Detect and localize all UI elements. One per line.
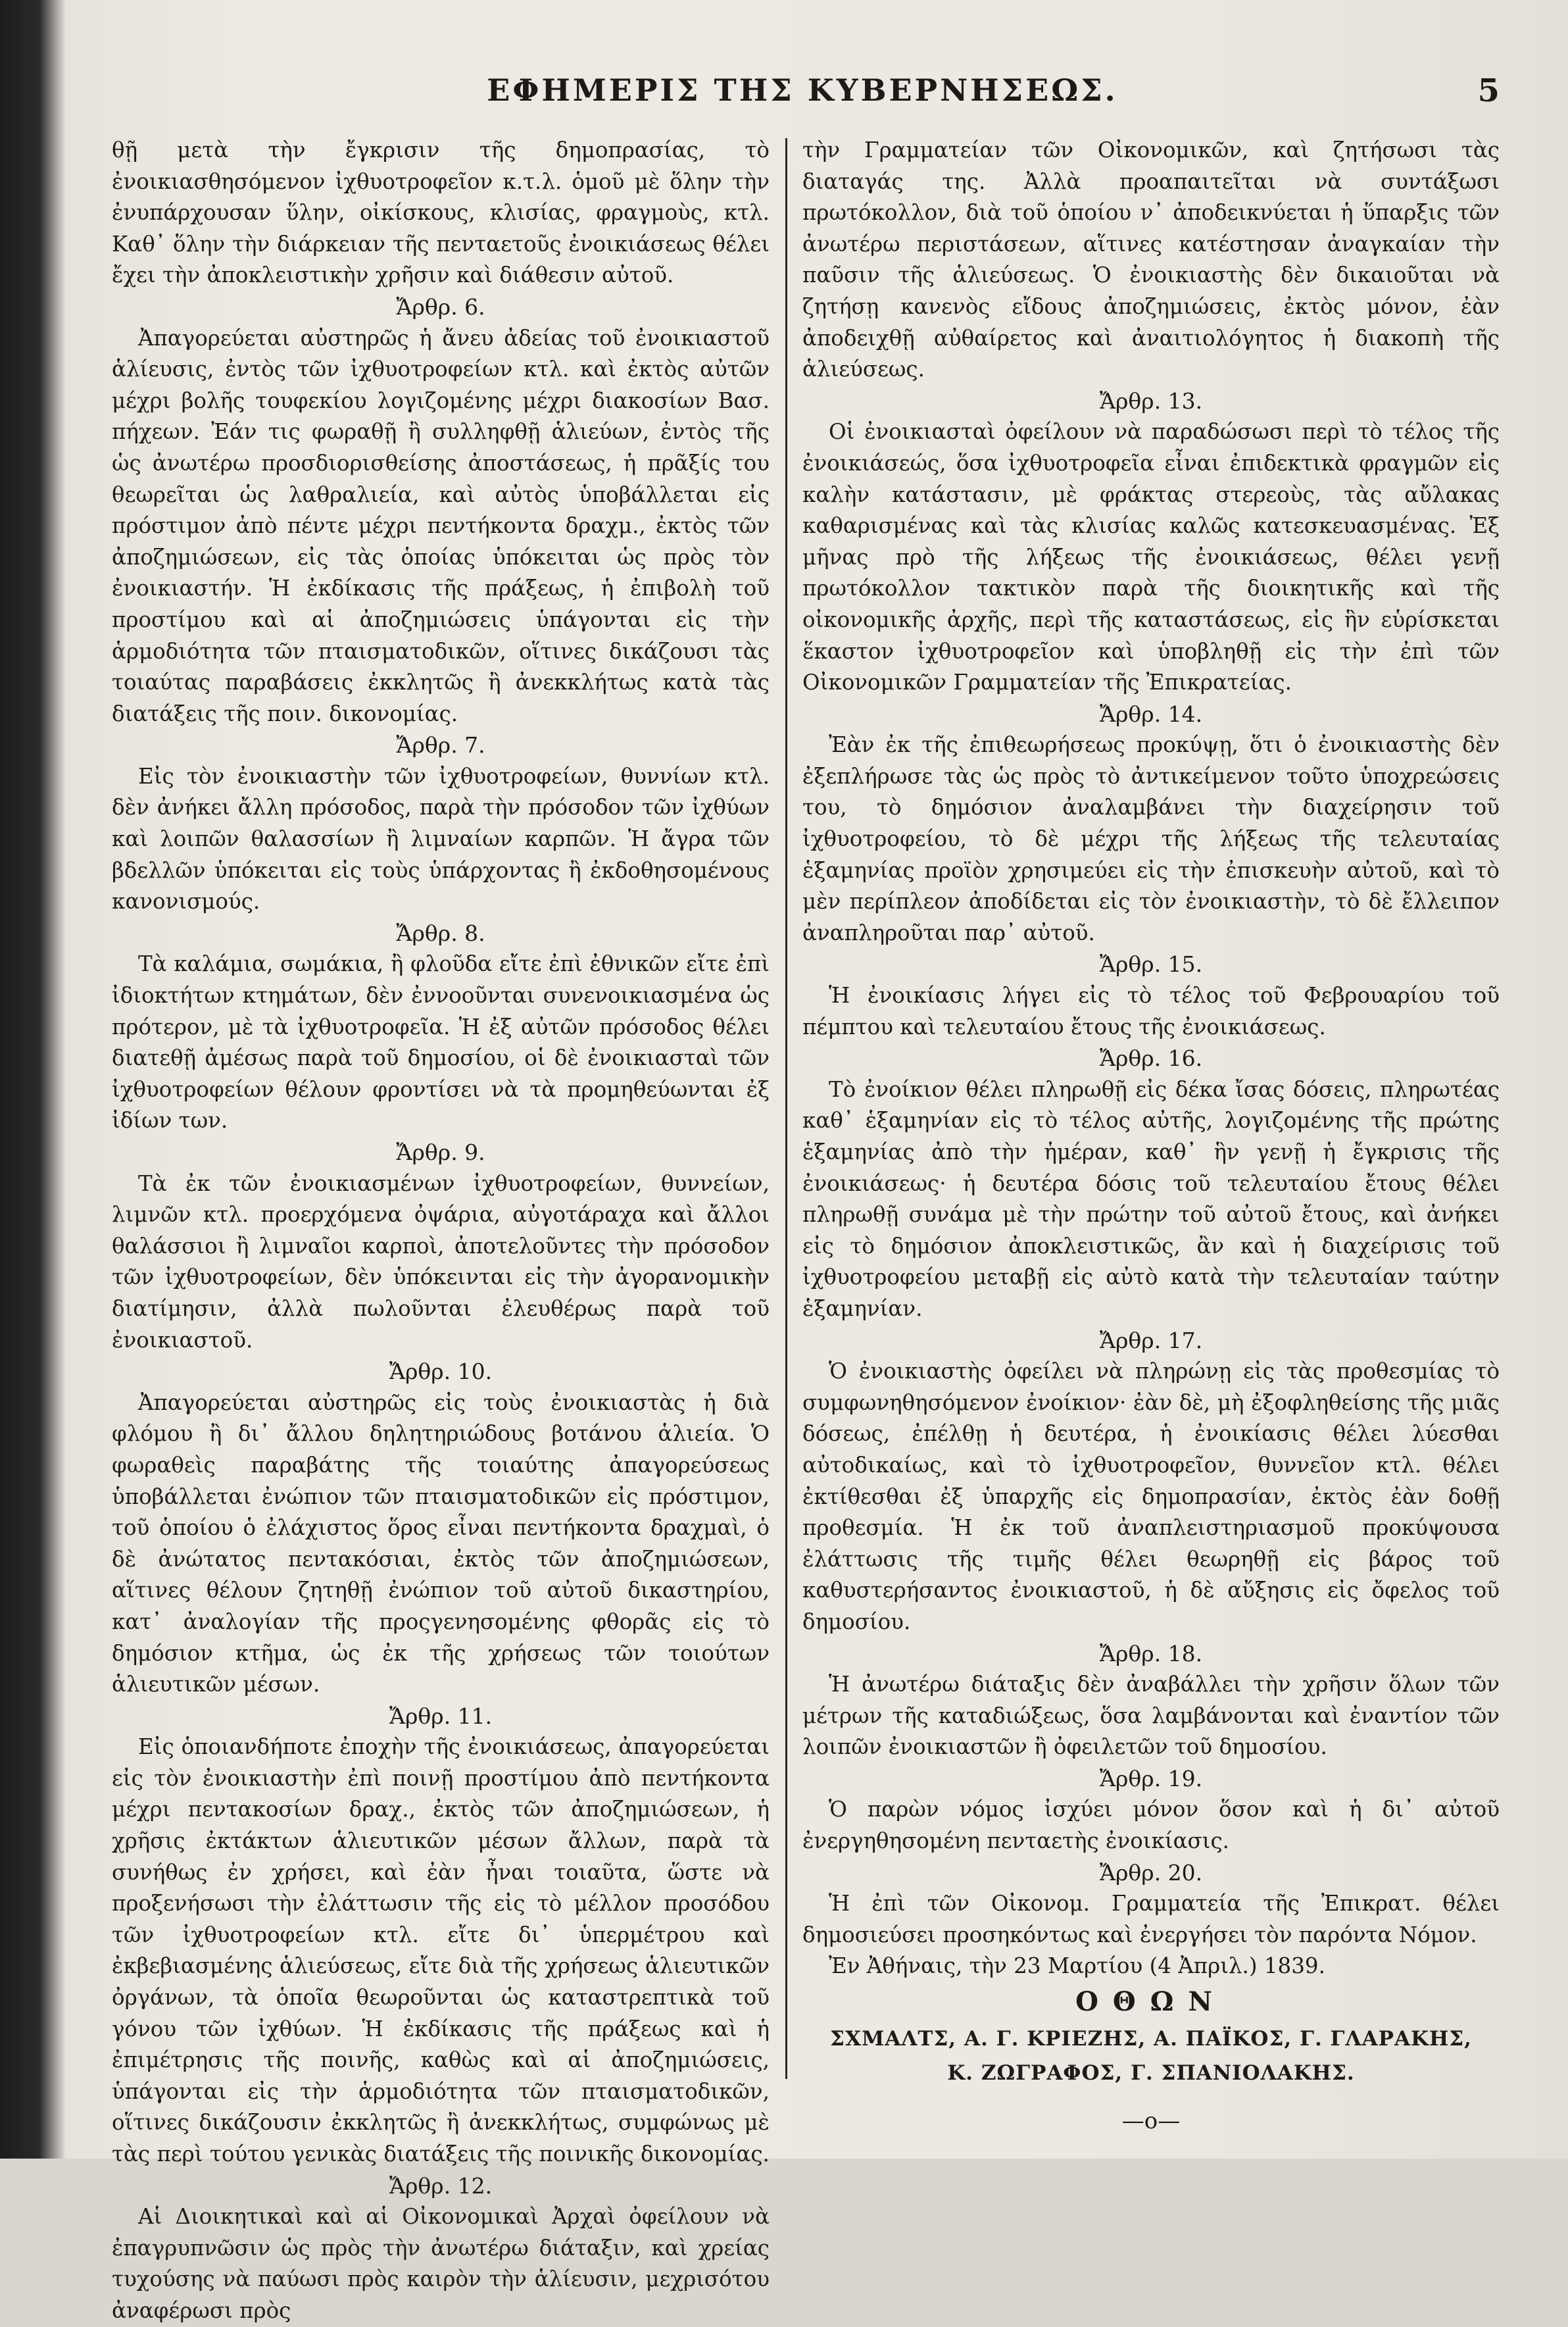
article-heading: Ἄρθρ. 12. (389, 2172, 493, 2199)
ministers-line-1: ΣΧΜΑΛΤΣ, Α. Γ. ΚΡΙΕΖΗΣ, Α. ΠΑΪΚΟΣ, Γ. ΓΛΑΡΑΚΗΣ, (830, 2027, 1472, 2051)
ministers-line-2: Κ. ΖΩΓΡΑΦΟΣ, Γ. ΣΠΑΝΙΟΛΑΚΗΣ. (947, 2061, 1355, 2086)
article-heading: Ἄρθρ. 17. (1099, 1327, 1203, 1353)
paragraph: Ἡ ἀνωτέρω διάταξις δὲν ἀναβάλλει τὴν χρῆσιν ὅλων τῶν μέτρων τῆς καταδιώξεως, ὅσα λαμβάνονται καὶ ἐναντίον τῶν λοιπῶν ἐνοικιαστῶν ἢ ὀφειλετῶν τοῦ δημοσίου. (802, 1672, 1500, 1760)
king-signature: ΟΘΩΝ (1075, 1986, 1227, 2018)
paragraph: Ἀπαγορεύεται αὐστηρῶς ἡ ἄνευ ἀδείας τοῦ ἐνοικιαστοῦ ἁλίευσις, ἐντὸς τῶν ἰχθυοτροφείων κτλ. καὶ ἐκτὸς αὐτῶν μέχρι βολῆς τουφεκίου λογιζομένης μέχρι διακοσίων Βασ. πήχεων. Ἐάν τις φωραθῇ ἢ συλληφθῇ ἁλιεύων, ἐντὸς τῆς ὡς ἀνωτέρω προσδιορισθείσης ἀποστάσεως, ἡ πρᾶξίς του θεωρεῖται ὡς λαθραλιεία, καὶ αὐτὸς ὑποβάλλεται εἰς πρόστιμον ἀπὸ πέντε μέχρι πεντήκοντα δραχμ., ἐκτὸς τῶν ἀποζημιώσεων, εἰς τὰς ὁποίας ὑπόκειται ὡς πρὸς τὸν ἐνοικιαστήν. Ἡ ἐκδίκασις τῆς πράξεως, ἡ ἐπιβολὴ τοῦ προστίμου καὶ αἱ ἀποζημιώσεις ὑπάγονται εἰς τὴν ἁρμοδιότητα τῶν πταισματοδικῶν, οἵτινες δικάζουσι τὰς τοιαύτας παραβάσεις ἐκκλητῶς ἢ ἀνεκκλήτως κατὰ τὰς διατάξεις τῆς ποιν. δικονομίας. (112, 325, 770, 726)
article-heading: Ἄρθρ. 15. (1099, 951, 1203, 978)
paragraph: Εἰς ὁποιανδήποτε ἐποχὴν τῆς ἐνοικιάσεως, ἀπαγορεύεται εἰς τὸν ἐνοικιαστὴν ἐπὶ ποινῇ προστίμου ἀπὸ πεντήκοντα μέχρι πεντακοσίων δραχ., ἐκτὸς τῶν ἀποζημιώσεων, ἡ χρῆσις ἐκτάκτων ἁλιευτικῶν μέσων ἄλλων, παρὰ τὰ συνήθως ἐν χρήσει, καὶ ἐὰν ἦναι τοιαῦτα, ὥστε νὰ προξενήσωσι τὴν ἐλάττωσιν τῆς εἰς τὸ μέλλον προσόδου τῶν ἰχθυοτροφείων κτλ. εἴτε δι᾽ ὑπερμέτρου καὶ ἐκβεβιασμένης ἁλιεύσεως, εἴτε διὰ τῆς χρήσεως ἁλιευτικῶν ὀργάνων, τὰ ὁποῖα θεωροῦνται ὡς καταστρεπτικὰ τοῦ γόνου τῶν ἰχθύων. Ἡ ἐκδίκασις τῆς πράξεως καὶ ἡ ἐπιμέτρησις τῆς ποινῆς, καθὼς καὶ αἱ ἀποζημιώσεις, ὑπάγονται εἰς τὴν ἁρμοδιότητα τῶν πταισματοδικῶν, οἵτινες δικάζουσιν ἐκκλητῶς ἢ ἀνεκκλήτως, συμφώνως μὲ τὰς περὶ τούτου γενικὰς διατάξεις τῆς ποινικῆς δικονομίας. (112, 1734, 770, 2166)
article-heading: Ἄρθρ. 20. (1099, 1859, 1203, 1886)
page-header (105, 66, 1500, 118)
article-heading: Ἄρθρ. 18. (1099, 1640, 1203, 1666)
paragraph: τὴν Γραμματείαν τῶν Οἰκονομικῶν, καὶ ζητήσωσι τὰς διαταγάς της. Ἀλλὰ προαπαιτεῖται νὰ συντάξωσι πρωτόκολλον, διὰ τοῦ ὁποίου ν᾽ ἀποδεικνύεται ἡ ὕπαρξις τῶν ἀνωτέρω περιστάσεων, αἵτινες κατέστησαν ἀναγκαίαν τὴν παῦσιν τῆς ἁλιεύσεως. Ὁ ἐνοικιαστὴς δὲν δικαιοῦται νὰ ζητήσῃ κανενὸς εἴδους ἀποζημιώσεις, ἐκτὸς μόνον, ἐὰν ἀποδειχθῇ αὐθαίρετος καὶ ἀναιτιολόγητος ἡ διακοπὴ τῆς ἁλιεύσεως. (802, 138, 1500, 382)
paragraph: Οἱ ἐνοικιασταὶ ὀφείλουν νὰ παραδώσωσι περὶ τὸ τέλος τῆς ἐνοικιάσεώς, ὅσα ἰχθυοτροφεῖα εἶναι ἐπιδεκτικὰ φραγμῶν εἰς καλὴν κατάστασιν, μὲ φράκτας στερεοὺς, τὰς αὔλακας καθαρισμένας καὶ τὰς κλισίας καλῶς κατεσκευασμένας. Ἐξ μῆνας πρὸ τῆς λήξεως τῆς ἐνοικιάσεως, θέλει γενῇ πρωτόκολλον τακτικὸν παρὰ τῆς διοικητικῆς καὶ τῆς οἰκονομικῆς ἀρχῆς, περὶ τῆς καταστάσεως, εἰς ἣν εὑρίσκεται ἕκαστον ἰχθυοτροφεῖον καὶ ὑποβληθῇ εἰς τὴν ἐπὶ τῶν Οἰκονομικῶν Γραμματείαν τῆς Ἐπικρατείας. (802, 419, 1500, 695)
article-heading: Ἄρθρ. 6. (396, 293, 485, 320)
date-line: Ἐν Ἀθήναις, τὴν 23 Μαρτίου (4 Ἀπριλ.) 1839. (829, 1953, 1325, 1979)
paragraph: Ὁ ἐνοικιαστὴς ὀφείλει νὰ πληρώνῃ εἰς τὰς προθεσμίας τὸ συμφωνηθησόμενον ἐνοίκιον· ἐὰν δὲ, μὴ ἐξοφληθείσης τῆς μιᾶς δόσεως, ἐπέλθῃ ἡ δευτέρα, ἡ ἐνοικίασις θέλει λύεσθαι αὐτοδικαίως, καὶ τὸ ἰχθυοτροφεῖον, θυννεῖον κτλ. θέλει ἐκτίθεσθαι ἐξ ὑπαρχῆς εἰς δημοπρασίαν, ἐκτὸς ἐὰν δοθῇ προθεσμία. Ἡ ἐκ τοῦ ἀναπλειστηριασμοῦ προκύψουσα ἐλάττωσις τῆς τιμῆς θέλει θεωρηθῇ εἰς βάρος τοῦ καθυστερήσαντος ἐνοικιαστοῦ, ἡ δὲ αὔξησις εἰς ὄφελος τοῦ δημοσίου. (802, 1359, 1500, 1634)
article-heading: Ἄρθρ. 19. (1099, 1765, 1203, 1791)
article-heading: Ἄρθρ. 10. (389, 1359, 493, 1385)
article-heading: Ἄρθρ. 9. (396, 1139, 485, 1165)
article-heading: Ἄρθρ. 11. (389, 1703, 493, 1729)
gazette-title: ΕΦΗΜΕΡΙΣ ΤΗΣ ΚΥΒΕΡΝΗΣΕΩΣ. (487, 72, 1118, 108)
paragraph: Ἡ ἐνοικίασις λήγει εἰς τὸ τέλος τοῦ Φεβρουαρίου τοῦ πέμπτου καὶ τελευταίου ἔτους τῆς ἐνοικιάσεως. (802, 983, 1500, 1039)
paragraph: Ἡ ἐπὶ τῶν Οἰκονομ. Γραμματεία τῆς Ἐπικρατ. θέλει δημοσιεύσει προσηκόντως καὶ ἐνεργήσει τὸν παρόντα Νόμον. (802, 1891, 1500, 1947)
paragraph: Ὁ παρὼν νόμος ἰσχύει μόνον ὅσον καὶ ἡ δι᾽ αὐτοῦ ἐνεργηθησομένη πενταετὴς ἐνοικίασις. (802, 1797, 1500, 1854)
article-heading: Ἄρθρ. 16. (1099, 1045, 1203, 1072)
article-heading: Ἄρθρ. 8. (396, 920, 485, 946)
article-heading: Ἄρθρ. 14. (1099, 701, 1203, 727)
paragraph: θῇ μετὰ τὴν ἔγκρισιν τῆς δημοπρασίας, τὸ ἐνοικιασθησόμενον ἰχθυοτροφεῖον κ.τ.λ. ὁμοῦ μὲ ὅλην τὴν ἐνυπάρχουσαν ὕλην, οἰκίσκους, κλισίας, φραγμοὺς, κτλ. Καθ᾽ ὅλην τὴν διάρκειαν τῆς πενταετοῦς ἐνοικιάσεως θέλει ἔχει τὴν ἀποκλειστικὴν χρῆσιν καὶ διάθεσιν αὐτοῦ. (112, 138, 770, 288)
left-column (112, 135, 770, 2323)
end-ornament: —o— (1121, 2108, 1181, 2135)
page-number: 5 (1477, 72, 1500, 109)
paragraph: Τὰ καλάμια, σωμάκια, ἢ φλοῦδα εἴτε ἐπὶ ἐθνικῶν εἴτε ἐπὶ ἰδιοκτήτων κτημάτων, δὲν ἐννοοῦνται συνενοικιασμένα ὡς πρότερον, μὲ τὰ ἰχθυοτροφεῖα. Ἡ ἐξ αὐτῶν πρόσοδος θέλει διατεθῇ ἀμέσως παρὰ τοῦ δημοσίου, οἱ δὲ ἐνοικιασταὶ τῶν ἰχθυοτροφείων θέλουν φροντίσει νὰ τὰ προμηθεύωνται ἐξ ἰδίων των. (112, 951, 770, 1134)
right-column (802, 135, 1500, 2135)
paragraph: Εἰς τὸν ἐνοικιαστὴν τῶν ἰχθυοτροφείων, θυννίων κτλ. δὲν ἀνήκει ἄλλη πρόσοδος, παρὰ τὴν πρόσοδον τῶν ἰχθύων καὶ λοιπῶν θαλασσίων ἢ λιμναίων καρπῶν. Ἡ ἄγρα τῶν βδελλῶν ὑπόκειται εἰς τοὺς ὑπάρχοντας ἢ ἐκδοθησομένους κανονισμούς. (112, 763, 770, 914)
paragraph: Ἀπαγορεύεται αὐστηρῶς εἰς τοὺς ἐνοικιαστὰς ἡ διὰ φλόμου ἢ δι᾽ ἄλλου δηλητηριώδους βοτάνου ἁλιεία. Ὁ φωραθεὶς παραβάτης τῆς τοιαύτης ἀπαγορεύσεως ὑποβάλλεται ἐνώπιον τῶν πταισματοδικῶν εἰς πρόστιμον, τοῦ ὁποίου ὁ ἐλάχιστος ὅρος εἶναι πεντήκοντα δραχμαὶ, ὁ δὲ ἀνώτατος πεντακόσιαι, ἐκτὸς τῶν ἀποζημιώσεων, αἵτινες θέλουν ζητηθῇ ἐνώπιον τοῦ αὐτοῦ δικαστηρίου, κατ᾽ ἀναλογίαν τῆς προςγενησομένης φθορᾶς εἰς τὸ δημόσιον κτῆμα, ὡς ἐκ τῆς χρήσεως τῶν τοιούτων ἁλιευτικῶν μέσων. (112, 1389, 770, 1697)
column-divider (785, 138, 787, 2079)
paragraph: Τὸ ἐνοίκιον θέλει πληρωθῇ εἰς δέκα ἴσας δόσεις, πληρωτέας καθ᾽ ἑξαμηνίαν εἰς τὸ τέλος αὐτῆς, λογιζομένης τῆς πρώτης ἑξαμηνίας ἀπὸ τὴν ἡμέραν, καθ᾽ ἣν γενῇ ἡ ἔγκρισις τῆς ἐνοικιάσεως· ἡ δευτέρα δόσις τοῦ τελευταίου ἔτους θέλει πληρωθῇ συνάμα μὲ τὴν πρώτην τοῦ αὐτοῦ ἔτους, καὶ ἀνήκει εἰς τὸ δημόσιον ἀποκλειστικῶς, ἂν καὶ ἡ διαχείρισις τοῦ ἰχθυοτροφείου μεταβῇ εἰς αὐτὸ κατὰ τὴν τελευταίαν ταύτην ἑξαμηνίαν. (802, 1076, 1500, 1321)
paragraph: Ἐὰν ἐκ τῆς ἐπιθεωρήσεως προκύψῃ, ὅτι ὁ ἐνοικιαστὴς δὲν ἐξεπλήρωσε τὰς ὡς πρὸς τὸ ἀντικείμενον τοῦτο ὑποχρεώσεις του, τὸ δημόσιον ἀναλαμβάνει τὴν διαχείρησιν τοῦ ἰχθυοτροφείου, τὸ δὲ μέχρι τῆς λήξεως τῆς τελευταίας ἑξαμηνίας προϊὸν χρησιμεύει εἰς τὴν ἐπισκευὴν αὐτοῦ, καὶ τὸ μὲν περίπλεον ἀποδίδεται εἰς τὸν ἐνοικιαστὴν, τὸ δὲ ἔλλειπον ἀναπληροῦται παρ᾽ αὐτοῦ. (802, 732, 1500, 945)
paragraph: Τὰ ἐκ τῶν ἐνοικιασμένων ἰχθυοτροφείων, θυννείων, λιμνῶν κτλ. προερχόμενα ὀψάρια, αὐγοτάραχα καὶ ἄλλοι θαλάσσιοι ἢ λιμναῖοι καρποὶ, ἀποτελοῦντες τὴν πρόσοδον τῶν ἰχθυοτροφείων, δὲν ὑπόκεινται εἰς τὴν ἀγορανομικὴν διατίμησιν, ἀλλὰ πωλοῦνται ἐλευθέρως παρὰ τοῦ ἐνοικιαστοῦ. (112, 1170, 770, 1353)
article-heading: Ἄρθρ. 7. (396, 732, 485, 759)
paragraph: Αἱ Διοικητικαὶ καὶ αἱ Οἰκονομικαὶ Ἀρχαὶ ὀφείλουν νὰ ἐπαγρυπνῶσιν ὡς πρὸς τὴν ἀνωτέρω διάταξιν, καὶ χρείας τυχούσης νὰ παύωσι πρὸς καιρὸν τὴν ἁλίευσιν, μεχρισότου ἀναφέρωσι πρὸς (112, 2204, 770, 2323)
article-heading: Ἄρθρ. 13. (1099, 388, 1203, 414)
